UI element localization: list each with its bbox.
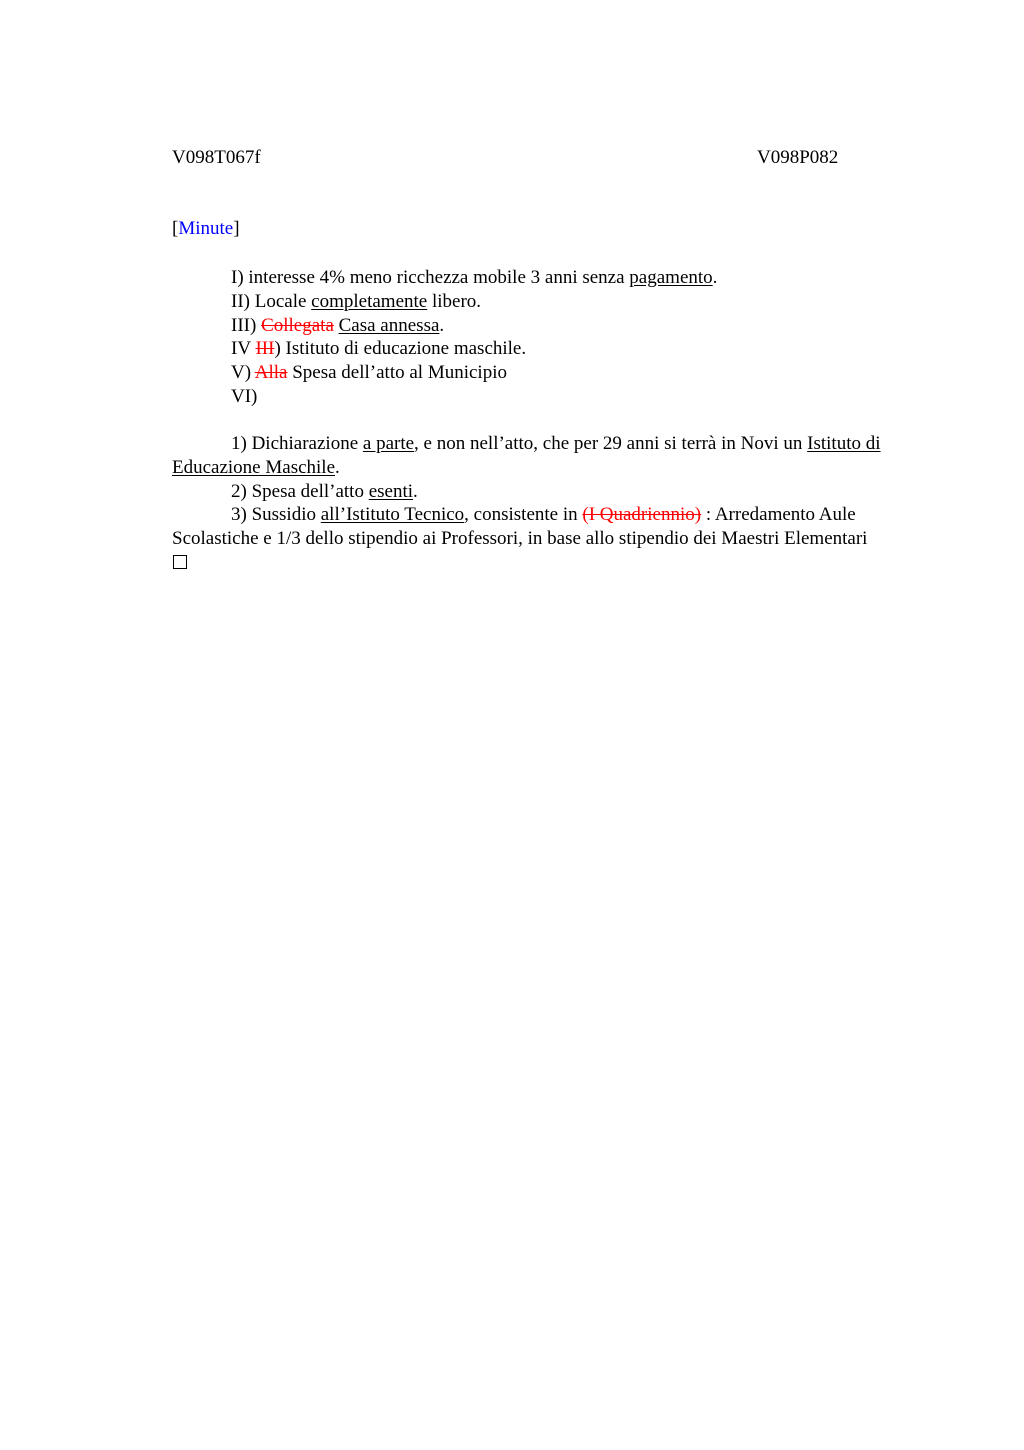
document-code-left: V098T067f [172, 147, 261, 168]
underlined-text: pagamento [629, 267, 713, 288]
list-item: I) interesse 4% meno ricchezza mobile 3 anni senza pagamento. [231, 267, 718, 288]
deleted-text: Alla [254, 362, 288, 384]
underlined-text: Casa annessa [338, 314, 440, 336]
deleted-text: III [255, 338, 275, 360]
deleted-text: Collegata [261, 314, 334, 336]
underlined-text: completamente [311, 290, 428, 312]
list-item: V) Alla Spesa dell’atto al Municipio [231, 362, 507, 384]
section-label-text: Minute [178, 218, 234, 239]
deleted-text: (I Quadriennio) [582, 504, 702, 525]
point-paragraph: 3) Sussidio all’Istituto Tecnico, consistente in (I Quadriennio) : Arredamento Aule Scolastiche e 1/3 dello stipendio ai Professori, in base allo stipendio dei Maestri Elementari [172, 504, 868, 549]
underlined-text: a parte [362, 433, 415, 454]
point-paragraph: 2) Spesa dell’atto esenti. [231, 481, 418, 502]
bracket-open: [ [172, 218, 179, 239]
empty-box-icon [173, 555, 187, 569]
list-item: III) Collegata Casa annessa. [231, 314, 445, 336]
point-paragraph: 1) Dichiarazione a parte, e non nell’atto, che per 29 anni si terrà in Novi un Istituto di Educazione Maschile. [172, 433, 881, 478]
list-item: II) Locale completamente libero. [231, 290, 482, 312]
underlined-text: esenti [368, 481, 414, 502]
bracket-close: ] [233, 218, 240, 239]
list-item: IV III) Istituto di educazione maschile. [231, 338, 527, 360]
underlined-text: all’Istituto Tecnico [320, 504, 465, 525]
document-code-right: V098P082 [757, 147, 839, 168]
list-item: VI) [231, 385, 258, 407]
roman-list [231, 266, 717, 409]
section-label [172, 218, 240, 240]
underlined-text: Istituto di Educazione Maschile [172, 433, 881, 478]
